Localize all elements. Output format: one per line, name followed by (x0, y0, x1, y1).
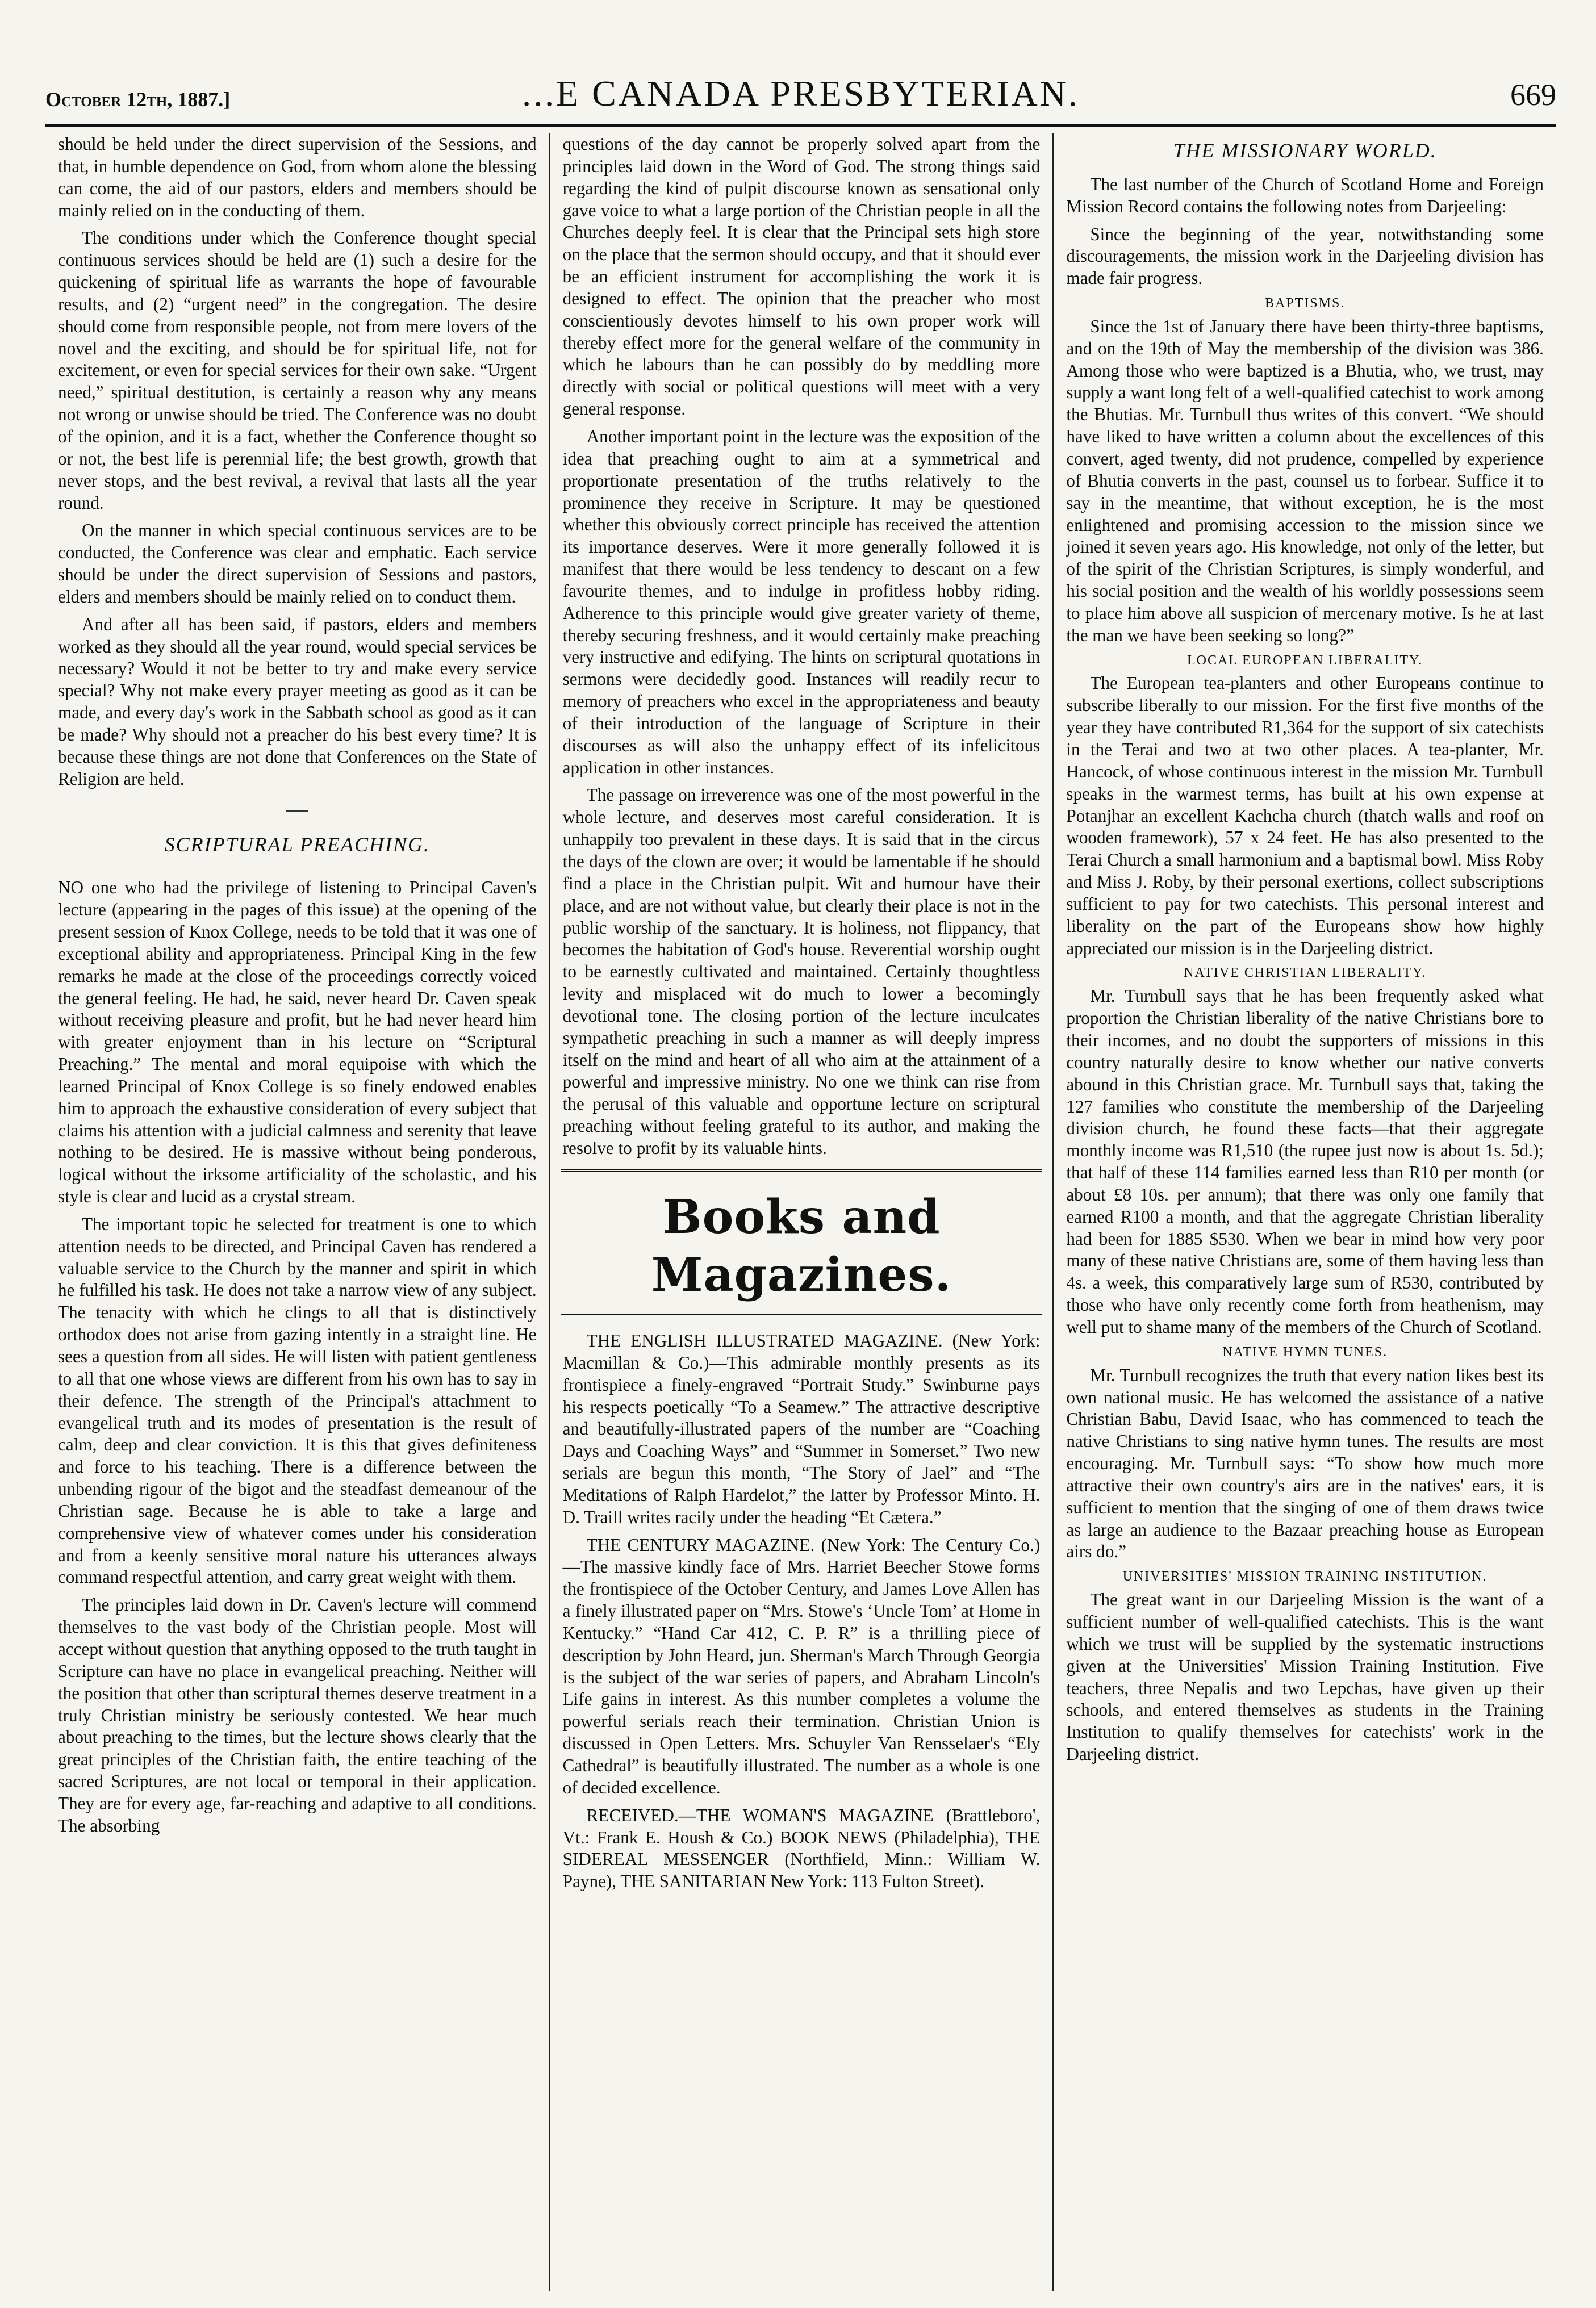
paragraph: should be held under the direct supervision of the Sessions, and that, in humble dependence on God, from whom alone the blessing can come, the aid of our pastors, elders and members should be mainly relied on in the conducting of them. (58, 134, 537, 220)
paragraph: The last number of the Church of Scotland Home and Foreign Mission Record contains the following notes from Darjeeling: (1066, 174, 1544, 216)
paragraph: Since the 1st of January there have been thirty-three baptisms, and on the 19th of May the membership of the division was 386. Among those who were baptized is a Bhutia, who, we trust, may supply a want long felt of a well-qualified catechist to work among the Bhutias. Mr. Turnbull thus writes of this convert. “We should have liked to have written a column about the excellences of this convert, aged twenty, did not prudence, compelled by experience of Bhutia converts in the past, counsel us to forbear. Suffice it to say in the meantime, that without exception, he is the most enlightened and promising accession to the mission since we joined it seven years ago. His knowledge, not only of the letter, but of the spirit of the Christian Scriptures, is simply wonderful, and his social position and the wealth of his worldly possessions seem to place him above all suspicion of mercenary motive. Is he at last the man we have been seeking so long?” (1066, 316, 1544, 645)
paragraph: The conditions under which the Conference thought special continuous services should be held are (1) such a desire for the quickening of spiritual life as warrants the hope of favourable results, and (2) “urgent need” in the congregation. The desire should come from responsible people, not from mere lovers of the novel and the exciting, and should be for spiritual life, not for excitement, or even for special services for their own sake. “Urgent need,” spiritual destitution, is certainly a reason why any means not wrong or unwise should be tried. The Conference was no doubt of the opinion, and it is a fact, whether the Conference thought so or not, the best life is perennial life; the best growth, growth that never stops, and the best revival, a revival that lasts all the year round. (58, 228, 537, 513)
paragraph: Another important point in the lecture was the exposition of the idea that preaching ought to aim at a symmetrical and proportionate presentation of the truths relatively to the prominence they receive in Scripture. It may be questioned whether this obviously correct principle has received the attention its importance deserves. Were it more generally followed it is manifest that there would be less tendency to descant on a few favourite themes, and to indulge in profitless hobby riding. Adherence to this principle would give greater variety of theme, thereby securing freshness, and it would certainly make preaching very instructive and edifying. The hints on scriptural quotations in sermons were decidedly good. Instances will readily recur to memory of preachers who excel in the appropriateness and beauty of their introduction of the language of Scripture in their discourses as will also the unhappy effect of its infelicitous application in other instances. (562, 426, 1041, 777)
books-and-magazines-heading: Books and Magazines. (561, 1169, 1043, 1315)
review-century-magazine: THE CENTURY MAGAZINE. (New York: The Century Co.)—The massive kindly face of Mrs. Harriet Beecher Stowe forms the frontispiece of the October Century, and James Love Allen has a finely illustrated paper on “Mrs. Stowe's ‘Uncle Tom’ at Home in Kentucky.” “Hand Car 412, C. P. R” is a thrilling piece of description by John Heard, jun. Sherman's March Through Georgia is the subject of the war series of papers, and Abraham Lincoln's Life gains in interest. As this number completes a volume the powerful serials reach their termination. Christian Union is discussed in Open Letters. Mrs. Schuyler Van Rensselaer's “Ely Cathedral” is beautifully illustrated. The number as a whole is one of decided excellence. (562, 1535, 1041, 1797)
paragraph: The important topic he selected for treatment is one to which attention needs to be directed, and Principal Caven has rendered a valuable service to the Church by the manner and spirit in which he fulfilled his task. He does not take a narrow view of any subject. The tenacity with which he clings to all that is distinctively orthodox does not arise from gazing intently in a straight line. He sees a question from all sides. He will listen with patient gentleness to all that one whose views are different from his own has to say in their defence. The strength of the Principal's attachment to evangelical truth and its modes of presentation is the result of calm, deep and clear conviction. It is this that gives definiteness and force to his teaching. There is a difference between the unbending rigour of the bigot and the steadfast demeanour of the Christian sage. Because he is able to take a large and comprehensive view of whatever comes under his consideration and from a keenly sensitive moral nature his utterances always command respectful attention, and carry great weight with them. (58, 1214, 537, 1587)
masthead (45, 62, 1556, 114)
subheading-native-hymn-tunes: NATIVE HYMN TUNES. (1222, 1344, 1388, 1360)
paragraph: And after all has been said, if pastors, elders and members worked as they should all the year round, would special services be necessary? Would it not be better to try and make every service special? Why not make every prayer meeting as good as it can be made, and every day's work in the Sabbath school as good as it can be made? Why should not a preacher do his best every time? It is because these things are not done that Conferences on the State of Religion are held. (58, 614, 537, 789)
paragraph: Since the beginning of the year, notwithstanding some discouragements, the mission work in the Darjeeling division has made fair progress. (1066, 224, 1544, 288)
publication-title: ...E CANADA PRESBYTERIAN. (522, 73, 1080, 114)
paragraph: On the manner in which special continuous services are to be conducted, the Conference was clear and emphatic. Each service should be under the direct supervision of Sessions and pastors, elders and members should be mainly relied on to conduct them. (58, 520, 537, 607)
subheading-baptisms: BAPTISMS. (1264, 296, 1346, 311)
column-1 (45, 133, 549, 2291)
received-list: RECEIVED.—THE WOMAN'S MAGAZINE (Brattleboro', Vt.: Frank E. Housh & Co.) BOOK NEWS (Philadelphia), THE SIDEREAL MESSENGER (Northfield, Minn.: William W. Payne), THE SANITARIAN New York: 113 Fulton Street). (562, 1805, 1041, 1892)
page-number: 669 (1510, 78, 1556, 112)
paragraph: The European tea-planters and other Europeans continue to subscribe liberally to our mission. For the first five months of the year they have contributed R1,364 for the support of six catechists in the Terai and two at two other places. A tea-planter, Mr. Hancock, of whose continuous interest in the mission Mr. Turnbull speaks in the warmest terms, has built at his own expense at Potanjhar an excellent Kachcha church (thatch walls and roof on wooden framework), 57 x 24 feet. He has also presented to the Terai Church a small harmonium and a baptismal bowl. Miss Roby and Miss J. Roby, by their personal exertions, collect subscriptions sufficient to pay for two catechists. This personal interest and liberality on the part of the Europeans show how highly appreciated our mission is in the Darjeeling district. (1066, 673, 1544, 958)
paragraph: NO one who had the privilege of listening to Principal Caven's lecture (appearing in the pages of this issue) at the opening of the present session of Knox College, needs to be told that it was one of exceptional ability and appropriateness. Principal King in the few remarks he made at the close of the proceedings correctly voiced the general feeling. He had, he said, never heard Dr. Caven speak without receiving pleasure and profit, but he had never heard him with greater enjoyment than in his lecture on “Scriptural Preaching.” The mental and moral equipoise with which the learned Principal of Knox College is so finely endowed enables him to approach the exhaustive consideration of every subject that claims his attention with a judicial calmness and serenity that leave nothing to be desired. He is massive without being ponderous, logical without the irksome artificiality of the scholastic, and his style is clear and lucid as a crystal stream. (58, 877, 537, 1207)
paragraph: questions of the day cannot be properly solved apart from the principles laid down in the Word of God. The strong things said regarding the kind of pulpit discourse known as sensational only gave voice to what a large portion of the Christian people in all the Churches deeply feel. It is clear that the Principal sets high store on the place that the sermon should occupy, and that it should ever be an efficient instrument for accomplishing the work it is designed to effect. The opinion that the preacher who most conscientiously devotes himself to his own proper work will thereby effect more for the general welfare of the community in which he labours than he can possibly do by meddling more directly with social or political questions will meet with a very general response. (562, 134, 1041, 419)
column-3 (1052, 133, 1556, 2291)
issue-date: October 12th, 1887.] (45, 88, 231, 111)
article-heading-missionary-world: THE MISSIONARY WORLD. (1173, 139, 1437, 162)
paragraph: The great want in our Darjeeling Mission is the want of a sufficient number of well-qualified catechists. This is the want which we trust will be supplied by the systematic instructions given at the Universities' Mission Training Institution. Five teachers, three Nepalis and two Lepchas, have given up their schools, and entered themselves as students in the Training Institution to qualify themselves for catechists' work in the Darjeeling district. (1066, 1590, 1544, 1765)
paragraph: Mr. Turnbull recognizes the truth that every nation likes best its own national music. He has welcomed the assistance of a native Christian Babu, David Isaac, who has commenced to teach the native Christians to sing native hymn tunes. The results are most encouraging. Mr. Turnbull says: “To show how much more attractive their own country's airs are in the natives' ears, it is sufficient to mention that the singing of one of them draws twice as large an audience to the Bazaar preaching house as European airs do.” (1066, 1365, 1544, 1562)
subheading-local-european-liberality: LOCAL EUROPEAN LIBERALITY. (1186, 653, 1423, 668)
article-heading-scriptural-preaching: SCRIPTURAL PREACHING. (164, 833, 430, 856)
paragraph: The passage on irreverence was one of the most powerful in the whole lecture, and deserves most careful consideration. It is unhappily too prevalent in these days. It is said that in the circus the days of the clown are over; it would be lamentable if he should find a place in the Christian pulpit. Wit and humour have their place, and are not without value, but clearly their place is not in the public worship of the sanctuary. It is holiness, not flippancy, that becomes the habitation of God's house. Reverential worship ought to be earnestly cultivated and maintained. Certainly thoughtless levity and misplaced wit do much to lower a becomingly devotional tone. The closing portion of the lecture inculcates sympathetic preaching in such a manner as will deeply impress itself on the mind and heart of all who aim at the attainment of a powerful and impressive ministry. No one we think can rise from the perusal of this valuable and opportune lecture on scriptural preaching without feeling grateful to its author, and making the resolve to profit by its valuable hints. (562, 785, 1041, 1158)
paragraph: The principles laid down in Dr. Caven's lecture will commend themselves to the vast body of the Christian people. Most will accept without question that anything opposed to the truth taught in Scripture can have no place in evangelical preaching. Neither will the position that other than scriptural themes deserve treatment in a truly Christian ministry be seriously contested. We hear much about preaching to the times, but the lecture shows clearly that the great principles of the Christian faith, the entire teaching of the sacred Scriptures, are not local or temporal in their application. They are for every age, far-reaching and adaptive to all conditions. The absorbing (58, 1595, 537, 1835)
section-divider (286, 810, 308, 812)
paragraph: Mr. Turnbull says that he has been frequently asked what proportion the Christian liberality of the native Christians bore to their incomes, and no doubt the supporters of missions in this country naturally desire to know whether our native converts abound in this Christian grace. Mr. Turnbull says that, taking the 127 families who constitute the membership of the Darjeeling division church, he found these facts—that their aggregate monthly income was R1,510 (the rupee just now is about 1s. 5d.); that half of these 114 families earned less than R10 per month (or about £8 10s. per annum); that there was only one family that earned R100 a month, and that the aggregate Christian liberality had been for 1885 $530. When we bear in mind how very poor many of these native Christians are, some of them having less than 4s. a week, this comparatively large sum of R530, contributed by those who have only recently come forth from heathenism, may well put to shame many of the members of the Church of Scotland. (1066, 986, 1544, 1337)
subheading-universities-mission: UNIVERSITIES' MISSION TRAINING INSTITUTION. (1122, 1569, 1488, 1584)
column-2 (549, 133, 1053, 2291)
subheading-native-christian-liberality: NATIVE CHRISTIAN LIBERALITY. (1184, 965, 1427, 981)
masthead-rule (45, 124, 1556, 127)
review-english-illustrated: THE ENGLISH ILLUSTRATED MAGAZINE. (New York: Macmillan & Co.)—This admirable monthly presents as its frontispiece a finely-engraved “Portrait Study.” Swinburne pays his respects poetically “To a Seamew.” The attractive descriptive and beautifully-illustrated papers of the number are “Coaching Days and Coaching Ways” and “Summer in Somerset.” Two new serials are begun this month, “The Story of Jael” and “The Meditations of Ralph Hardelot,” the latter by Professor Minto. H. D. Traill writes racily under the heading “Et Cætera.” (562, 1330, 1041, 1527)
columns (45, 133, 1556, 2291)
